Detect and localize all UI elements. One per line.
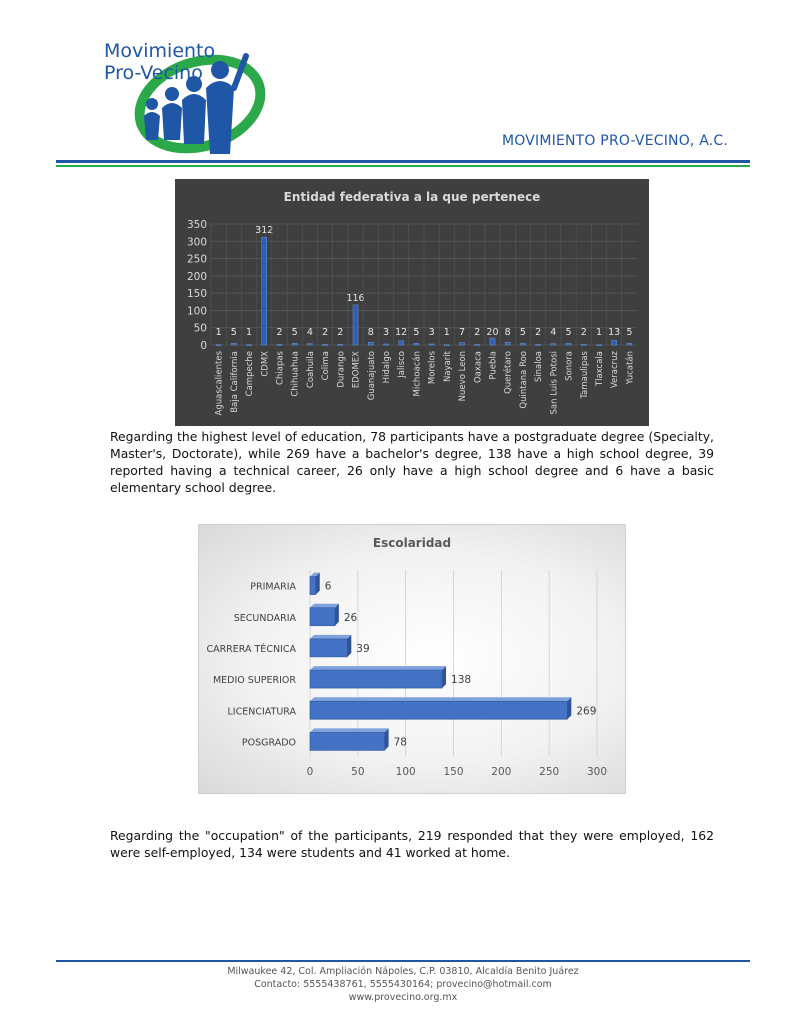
y-tick-label: CARRERA TÉCNICA <box>206 643 296 655</box>
y-tick-label: 100 <box>186 305 207 318</box>
bar <box>310 701 567 719</box>
bar <box>383 344 388 345</box>
organization-name: MOVIMIENTO PRO-VECINO, A.C. <box>502 133 729 149</box>
bar-top <box>310 728 389 732</box>
footer-website: www.provecino.org.mx <box>348 992 458 1003</box>
data-label: 1 <box>215 327 222 338</box>
bar <box>231 343 236 345</box>
y-tick-label: SECUNDARIA <box>233 612 296 624</box>
data-label: 39 <box>356 642 370 655</box>
bar <box>262 237 267 345</box>
data-label: 312 <box>255 225 274 237</box>
education-bar-chart <box>199 525 625 793</box>
data-label: 12 <box>395 327 408 338</box>
data-label: 2 <box>474 327 481 338</box>
data-label: 116 <box>346 292 365 304</box>
bar <box>475 344 480 345</box>
bar <box>310 608 335 626</box>
x-tick-label: CDMX <box>260 351 271 377</box>
bar-top <box>310 604 339 608</box>
x-tick-label: 250 <box>539 766 560 778</box>
y-tick-label: PRIMARIA <box>250 581 296 593</box>
bar <box>368 342 373 345</box>
data-label: 5 <box>565 327 572 338</box>
bar <box>627 343 632 345</box>
data-label: 1 <box>443 327 450 338</box>
x-tick-label: Quintana Roo <box>518 351 529 409</box>
x-tick-label: Coahuila <box>305 351 316 389</box>
footer-rule <box>56 960 750 962</box>
x-tick-label: Sonora <box>564 351 575 381</box>
chart-title: Escolaridad <box>372 536 452 550</box>
footer-contact: Contacto: 5555438761, 5555430164; provecino@hotmail.com <box>254 979 552 990</box>
x-tick-label: 100 <box>395 766 416 778</box>
x-tick-label: Oaxaca <box>473 351 484 384</box>
bar-top <box>310 666 446 670</box>
x-tick-label: Tamaulipas <box>579 351 590 399</box>
x-tick-label: 300 <box>586 766 608 778</box>
x-tick-label: Aguascalientes <box>214 351 225 416</box>
data-label: 4 <box>550 327 557 338</box>
bar <box>520 343 525 345</box>
bar <box>307 344 312 345</box>
x-tick-label: Campeche <box>245 351 256 397</box>
x-tick-label: Morelos <box>427 351 438 385</box>
x-tick-label: Durango <box>336 351 347 388</box>
bar <box>536 344 541 345</box>
x-tick-label: Baja California <box>229 351 240 413</box>
y-tick-label: POSGRADO <box>241 737 296 749</box>
bar <box>460 343 465 345</box>
state-chart <box>175 179 649 426</box>
data-label: 3 <box>428 327 435 338</box>
data-label: 2 <box>337 327 344 338</box>
header-rule-green <box>56 165 750 167</box>
bar <box>414 343 419 345</box>
bar <box>310 670 442 688</box>
logo-text-line1: Movimiento <box>104 40 216 62</box>
data-label: 3 <box>382 327 389 338</box>
data-label: 8 <box>367 327 374 338</box>
x-tick-label: Sinaloa <box>534 351 545 383</box>
y-tick-label: 300 <box>186 236 207 249</box>
x-tick-label: Querétaro <box>503 351 514 394</box>
data-label: 26 <box>343 611 358 624</box>
data-label: 20 <box>486 327 499 338</box>
x-tick-label: Nayarit <box>442 351 453 382</box>
data-label: 5 <box>519 327 526 338</box>
education-paragraph: Regarding the highest level of education, 78 participants have a postgraduate degree (Specialty, Master's, Doctorate), while 269 have a bachelor's degree, 138 have a high school degree, 39 reported having a technical career, 26 only have a high school degree and 6 have a basic elementary school degree. <box>110 429 714 495</box>
education-chart <box>198 524 626 794</box>
data-label: 5 <box>413 327 420 338</box>
x-tick-label: Yucatán <box>625 351 636 385</box>
bar <box>338 344 343 345</box>
bar <box>310 577 316 595</box>
data-label: 13 <box>608 327 621 338</box>
footer-address: Milwaukee 42, Col. Ampliación Nápoles, C.P. 03810, Alcaldía Benito Juárez <box>227 966 579 977</box>
x-tick-label: 50 <box>351 766 365 778</box>
bar <box>247 345 252 346</box>
x-tick-label: Nuevo Leon <box>458 351 469 402</box>
bar <box>310 732 385 750</box>
x-tick-label: 200 <box>491 766 512 778</box>
bar <box>581 344 586 345</box>
data-label: 2 <box>535 327 542 338</box>
bar <box>596 345 601 346</box>
bar <box>490 338 495 345</box>
bar <box>551 344 556 345</box>
header-rule-blue <box>56 160 750 163</box>
data-label: 78 <box>393 736 407 749</box>
bar <box>323 344 328 345</box>
data-label: 1 <box>595 327 602 338</box>
x-tick-label: Colima <box>321 351 332 381</box>
x-tick-label: Guanajuato <box>366 351 377 401</box>
data-label: 138 <box>451 674 472 687</box>
y-tick-label: MEDIO SUPERIOR <box>212 675 296 687</box>
data-label: 5 <box>230 327 237 338</box>
logo-text-line2: Pro-Vecino <box>104 62 203 84</box>
y-tick-label: 350 <box>186 219 207 231</box>
logo <box>100 32 270 160</box>
x-tick-label: 150 <box>443 766 464 778</box>
data-label: 8 <box>504 327 511 338</box>
x-tick-label: Veracruz <box>610 351 621 389</box>
x-tick-label: Hidalgo <box>381 351 392 384</box>
chart-title: Entidad federativa a la que pertenece <box>283 190 541 204</box>
bar <box>505 342 510 345</box>
bar <box>429 344 434 345</box>
bar-top <box>310 635 351 639</box>
bar <box>566 343 571 345</box>
bar <box>399 341 404 345</box>
data-label: 6 <box>324 580 332 593</box>
y-tick-label: 150 <box>186 288 207 301</box>
x-tick-label: Jalisco <box>397 351 408 378</box>
x-tick-label: Chiapas <box>275 351 286 385</box>
data-label: 1 <box>246 327 253 338</box>
x-tick-label: 0 <box>306 766 314 778</box>
x-tick-label: Michoacán <box>412 351 423 397</box>
bar <box>310 639 347 657</box>
bar <box>612 341 617 345</box>
data-label: 5 <box>626 327 633 338</box>
state-bar-chart <box>175 179 649 426</box>
bar <box>353 305 358 345</box>
x-tick-label: San Luis Potosi <box>549 351 560 415</box>
data-label: 2 <box>580 327 587 338</box>
data-label: 269 <box>576 705 597 718</box>
x-tick-label: Tlaxcala <box>594 351 605 387</box>
y-tick-label: 250 <box>186 253 207 266</box>
bar <box>444 345 449 346</box>
data-label: 2 <box>276 327 283 338</box>
x-tick-label: Puebla <box>488 351 499 380</box>
y-tick-label: 200 <box>186 270 207 283</box>
bar <box>216 345 221 346</box>
data-label: 7 <box>459 327 466 338</box>
x-tick-label: EDOMEX <box>351 351 362 389</box>
bar-top <box>310 697 571 701</box>
data-label: 5 <box>291 327 298 338</box>
data-label: 4 <box>306 327 313 338</box>
bar <box>277 344 282 345</box>
x-tick-label: Chihuahua <box>290 351 301 397</box>
bar <box>292 343 297 345</box>
y-tick-label: 0 <box>200 340 207 352</box>
data-label: 2 <box>322 327 329 338</box>
y-tick-label: 50 <box>193 322 207 335</box>
occupation-paragraph: Regarding the "occupation" of the participants, 219 responded that they were employed, 162 were self-employed, 134 were students and 41 worked at home. <box>110 828 714 860</box>
y-tick-label: LICENCIATURA <box>227 706 296 718</box>
